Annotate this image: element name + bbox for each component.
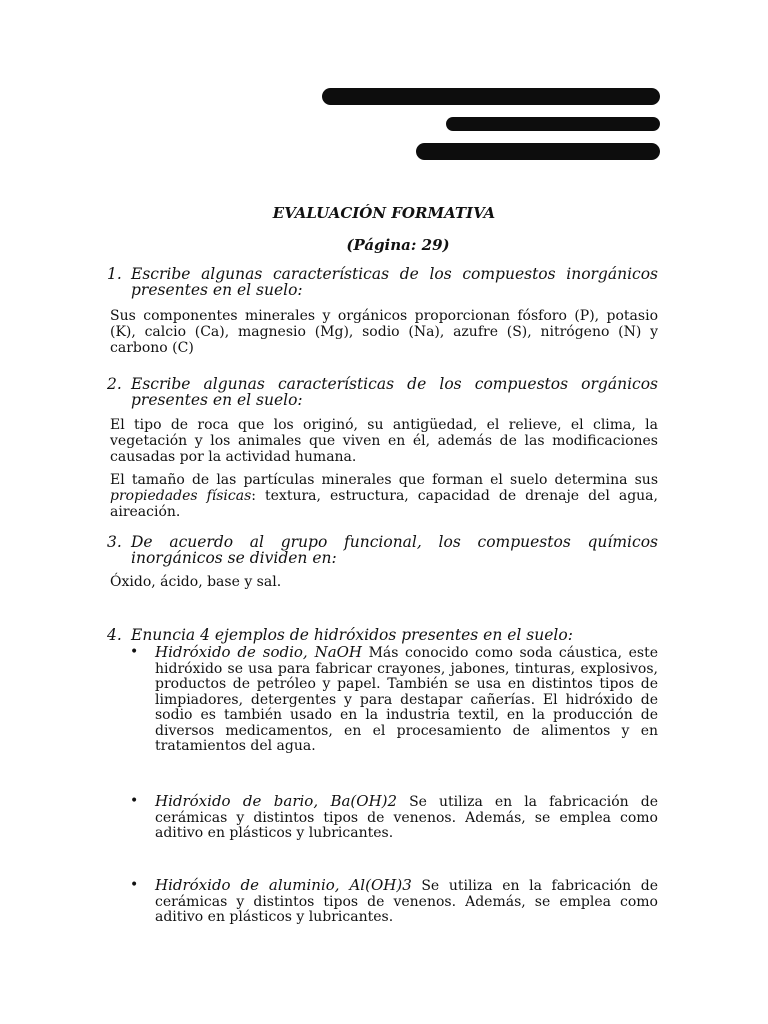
question-number: 1. <box>107 265 122 283</box>
hydroxide-description: Se utiliza en la fabricación de cerámicas y distintos tipos de venenos. Además, se emplea como aditivo en plásticos y lubricantes. <box>155 878 658 925</box>
question-2 <box>107 375 658 409</box>
bullet-icon: • <box>130 877 139 893</box>
redacted-name-line <box>322 88 660 105</box>
hydroxide-item-aluminum <box>130 876 658 926</box>
hydroxide-description: Más conocido como soda cáustica, este hidróxido se usa para fabricar crayones, jabones, tinturas, explosivos, productos de petróleo y papel. También se usa en distintos tipos de limpiadores, detergentes y para destapar cañerías. El hidróxido de sodio es también usado en la industria textil, en la producción de diversos medicamentos, en el procesamiento de alimentos y en tratamientos del agua. <box>155 645 658 754</box>
redacted-course-line <box>446 117 660 131</box>
answer-2-paragraph-2: El tamaño de las partículas minerales que forman el suelo determina sus propiedades físicas: textura, estructura, capacidad de drenaje del agua, aireación. <box>110 472 658 520</box>
redacted-date-line <box>416 143 660 160</box>
question-1 <box>107 265 658 299</box>
answer-3: Óxido, ácido, base y sal. <box>110 574 282 590</box>
question-text: Escribe algunas características de los compuestos orgánicos presentes en el suelo: <box>131 375 658 409</box>
bullet-icon: • <box>130 793 139 809</box>
bullet-icon: • <box>130 644 139 660</box>
answer-2-paragraph-1: El tipo de roca que los originó, su antigüedad, el relieve, el clima, la vegetación y los animales que viven en él, además de las modificaciones causadas por la actividad humana. <box>110 417 658 465</box>
page-title: EVALUACIÓN FORMATIVA <box>272 204 496 222</box>
question-3 <box>107 533 658 567</box>
hydroxide-description: Se utiliza en la fabricación de cerámicas y distintos tipos de venenos. Además, se emplea como aditivo en plásticos y lubricantes. <box>155 794 658 841</box>
question-text: De acuerdo al grupo funcional, los compuestos químicos inorgánicos se dividen en: <box>131 533 658 567</box>
hydroxide-item-sodium <box>130 643 658 755</box>
hydroxide-name: Hidróxido de sodio, NaOH <box>155 643 363 661</box>
question-number: 3. <box>107 533 122 551</box>
hydroxide-name: Hidróxido de bario, Ba(OH)2 <box>155 792 398 810</box>
question-number: 2. <box>107 375 122 393</box>
question-text: Escribe algunas características de los compuestos inorgánicos presentes en el suelo: <box>131 265 658 299</box>
emphasis-text: propiedades físicas <box>110 488 252 504</box>
hydroxide-item-barium <box>130 792 658 842</box>
hydroxide-name: Hidróxido de aluminio, Al(OH)3 <box>155 876 412 894</box>
question-text: Enuncia 4 ejemplos de hidróxidos presentes en el suelo: <box>131 626 573 644</box>
question-4 <box>107 626 658 644</box>
page-reference: (Página: 29) <box>346 236 450 254</box>
question-number: 4. <box>107 626 122 644</box>
answer-1: Sus componentes minerales y orgánicos proporcionan fósforo (P), potasio (K), calcio (Ca), magnesio (Mg), sodio (Na), azufre (S), nitrógeno (N) y carbono (C) <box>110 308 658 356</box>
